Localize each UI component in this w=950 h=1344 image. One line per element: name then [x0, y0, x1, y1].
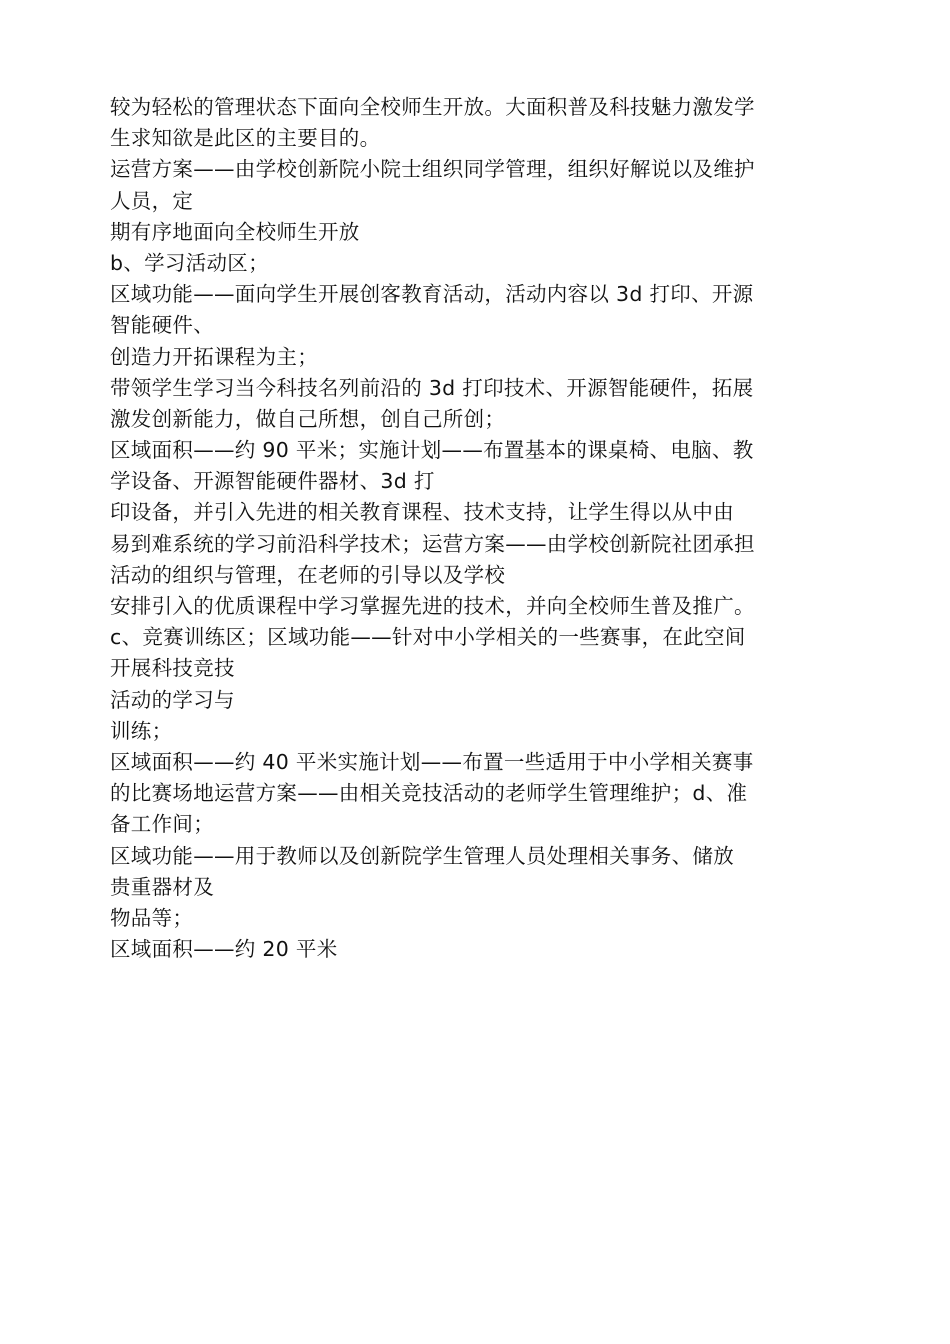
text-line: 区域面积——约 20 平米 [110, 937, 338, 962]
text-line: 安排引入的优质课程中学习掌握先进的技术，并向全校师生普及推广。 [110, 594, 755, 618]
text-line: 备工作间； [110, 812, 214, 837]
text-line: 区域功能——用于教师以及创新院学生管理人员处理相关事务、储放 [110, 843, 734, 868]
text-line: 学设备、开源智能硬件器材、3d 打 [110, 469, 435, 494]
text-line: 训练； [110, 718, 173, 743]
text-line: 易到难系统的学习前沿科学技术；运营方案——由学校创新院社团承担 [110, 531, 755, 556]
text-line: 区域面积——约 40 平米实施计划——布置一些适用于中小学相关赛事 [110, 749, 754, 774]
text-line: 生求知欲是此区的主要目的。 [110, 126, 381, 151]
text-line: 区域功能——面向学生开展创客教育活动，活动内容以 3d 打印、开源 [110, 282, 754, 307]
text-line: 开展科技竞技 [110, 656, 235, 681]
text-line: 印设备，并引入先进的相关教育课程、技术支持，让学生得以从中由 [110, 500, 734, 525]
text-line: 区域面积——约 90 平米；实施计划——布置基本的课桌椅、电脑、教 [110, 438, 754, 463]
section-heading-c: c、竞赛训练区；区域功能——针对中小学相关的一些赛事，在此空间 [110, 625, 746, 650]
text-line: 的比赛场地运营方案——由相关竞技活动的老师学生管理维护；d、准 [110, 781, 748, 806]
text-line: 活动的组织与管理，在老师的引导以及学校 [110, 562, 506, 587]
text-line: 活动的学习与 [110, 687, 235, 712]
text-line: 创造力开拓课程为主； [110, 344, 318, 369]
section-heading-b: b、学习活动区； [110, 250, 269, 275]
text-line: 人员，定 [110, 188, 194, 213]
text-line: 运营方案——由学校创新院小院士组织同学管理，组织好解说以及维护 [110, 157, 755, 182]
text-line: 激发创新能力，做自己所想，创自己所创； [110, 406, 506, 431]
document-body [110, 92, 840, 965]
text-line: 物品等； [110, 905, 194, 930]
text-line: 贵重器材及 [110, 874, 214, 899]
text-line: 智能硬件、 [110, 313, 214, 338]
text-line: 较为轻松的管理状态下面向全校师生开放。大面积普及科技魅力激发学 [110, 95, 755, 119]
text-line: 带领学生学习当今科技名列前沿的 3d 打印技术、开源智能硬件，拓展 [110, 375, 754, 400]
text-line: 期有序地面向全校师生开放 [110, 219, 360, 244]
